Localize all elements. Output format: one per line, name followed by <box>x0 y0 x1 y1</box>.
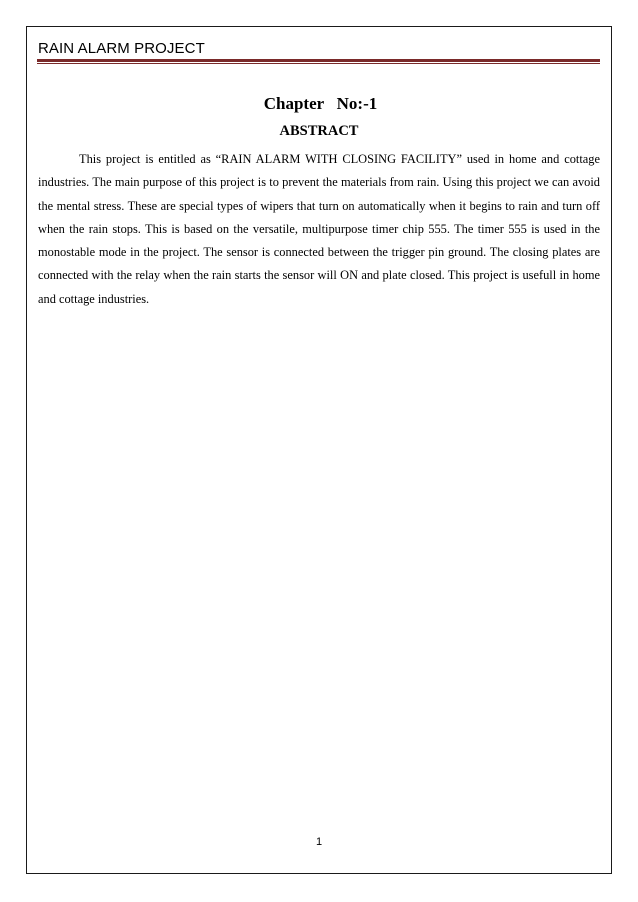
chapter-title-text: Chapter No:-1 <box>263 94 378 113</box>
abstract-heading: ABSTRACT <box>279 123 359 139</box>
abstract-paragraph: This project is entitled as “RAIN ALARM WITH CLOSING FACILITY” used in home and cottage industries. The main purpose of this project is to prevent the materials from rain. Using this project we can avoid the mental stress. These are special types of wipers that turn on automatically when it begins to rain and turn off when the rain stops. This is based on the versatile, multipurpose timer chip 555. The timer 555 is used in the monostable mode in the project. The sensor is connected between the trigger pin ground. The closing plates are connected with the relay when the rain starts the sensor will ON and plate closed. This project is usefull in home and cottage industries. <box>38 152 600 306</box>
header-rule-thin <box>37 63 600 64</box>
chapter-title <box>0 94 638 114</box>
header-rule <box>37 59 600 62</box>
page-number: 1 <box>315 836 323 848</box>
running-header-title: RAIN ALARM PROJECT <box>38 40 205 57</box>
